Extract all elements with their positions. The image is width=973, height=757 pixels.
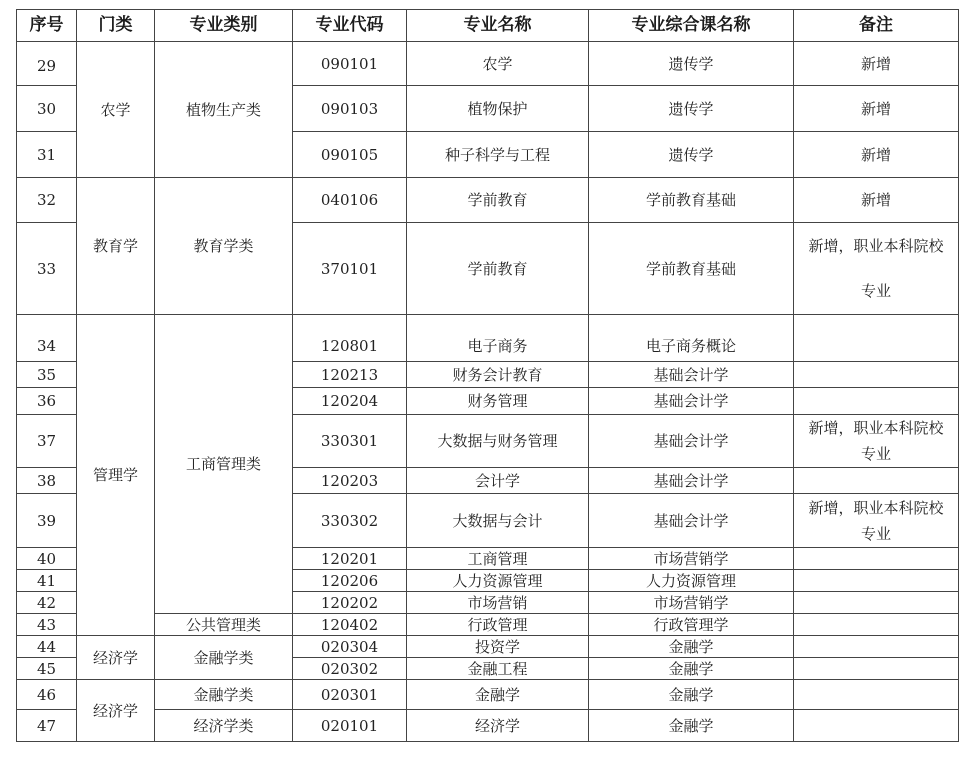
- class-cell: 工商管理类: [155, 315, 293, 614]
- header-category: 门类: [77, 10, 155, 42]
- remark-cell: [794, 658, 959, 680]
- code-cell: 020101: [293, 710, 407, 742]
- name-cell: 金融工程: [407, 658, 589, 680]
- header-course: 专业综合课名称: [589, 10, 794, 42]
- remark-cell: [794, 680, 959, 710]
- row-no: 47: [17, 710, 77, 742]
- header-row: [17, 10, 959, 42]
- code-cell: 120206: [293, 570, 407, 592]
- remark-cell: [794, 592, 959, 614]
- name-cell: 投资学: [407, 636, 589, 658]
- course-cell: 遗传学: [589, 86, 794, 132]
- row-no: 40: [17, 548, 77, 570]
- class-cell: 经济学类: [155, 710, 293, 742]
- code-cell: 120202: [293, 592, 407, 614]
- code-cell: 120203: [293, 468, 407, 494]
- class-cell: 教育学类: [155, 178, 293, 315]
- row-no: 43: [17, 614, 77, 636]
- category-cell: 管理学: [77, 315, 155, 636]
- name-cell: 会计学: [407, 468, 589, 494]
- header-name: 专业名称: [407, 10, 589, 42]
- course-cell: 基础会计学: [589, 415, 794, 468]
- name-cell: 种子科学与工程: [407, 132, 589, 178]
- remark-cell: [794, 388, 959, 415]
- category-cell: 农学: [77, 42, 155, 178]
- course-cell: 金融学: [589, 680, 794, 710]
- class-cell: 金融学类: [155, 636, 293, 680]
- course-cell: 学前教育基础: [589, 178, 794, 223]
- remark-cell: [794, 362, 959, 388]
- name-cell: 财务会计教育: [407, 362, 589, 388]
- name-cell: 市场营销: [407, 592, 589, 614]
- name-cell: 经济学: [407, 710, 589, 742]
- header-no: 序号: [17, 10, 77, 42]
- course-cell: 电子商务概论: [589, 315, 794, 362]
- code-cell: 120213: [293, 362, 407, 388]
- code-cell: 120801: [293, 315, 407, 362]
- remark-cell: [794, 315, 959, 362]
- class-cell: 公共管理类: [155, 614, 293, 636]
- course-cell: 市场营销学: [589, 548, 794, 570]
- table-row: [17, 614, 959, 636]
- table-row: [17, 42, 959, 86]
- course-cell: 金融学: [589, 636, 794, 658]
- category-cell: 经济学: [77, 680, 155, 742]
- row-no: 31: [17, 132, 77, 178]
- table-row: [17, 680, 959, 710]
- remark-cell: 新增: [794, 132, 959, 178]
- name-cell: 植物保护: [407, 86, 589, 132]
- course-cell: 基础会计学: [589, 494, 794, 548]
- header-class: 专业类别: [155, 10, 293, 42]
- remark-cell: 新增: [794, 42, 959, 86]
- name-cell: 学前教育: [407, 223, 589, 315]
- code-cell: 090105: [293, 132, 407, 178]
- remark-cell: 新增，职业本科院校专业: [794, 415, 959, 468]
- table-row: [17, 178, 959, 223]
- row-no: 46: [17, 680, 77, 710]
- remark-cell: 新增，职业本科院校专业: [794, 223, 959, 315]
- row-no: 32: [17, 178, 77, 223]
- remark-cell: [794, 548, 959, 570]
- remark-cell: [794, 570, 959, 592]
- course-cell: 金融学: [589, 658, 794, 680]
- table-row: [17, 315, 959, 362]
- code-cell: 090101: [293, 42, 407, 86]
- course-cell: 人力资源管理: [589, 570, 794, 592]
- name-cell: 电子商务: [407, 315, 589, 362]
- name-cell: 人力资源管理: [407, 570, 589, 592]
- row-no: 44: [17, 636, 77, 658]
- row-no: 37: [17, 415, 77, 468]
- row-no: 36: [17, 388, 77, 415]
- category-cell: 经济学: [77, 636, 155, 680]
- name-cell: 学前教育: [407, 178, 589, 223]
- class-cell: 金融学类: [155, 680, 293, 710]
- code-cell: 040106: [293, 178, 407, 223]
- row-no: 41: [17, 570, 77, 592]
- category-cell: 教育学: [77, 178, 155, 315]
- name-cell: 农学: [407, 42, 589, 86]
- remark-cell: [794, 468, 959, 494]
- remark-cell: 新增: [794, 86, 959, 132]
- row-no: 38: [17, 468, 77, 494]
- class-cell: 植物生产类: [155, 42, 293, 178]
- course-cell: 金融学: [589, 710, 794, 742]
- row-no: 34: [17, 315, 77, 362]
- code-cell: 370101: [293, 223, 407, 315]
- name-cell: 大数据与财务管理: [407, 415, 589, 468]
- code-cell: 090103: [293, 86, 407, 132]
- code-cell: 330301: [293, 415, 407, 468]
- remark-cell: [794, 710, 959, 742]
- remark-cell: [794, 614, 959, 636]
- course-cell: 基础会计学: [589, 362, 794, 388]
- name-cell: 工商管理: [407, 548, 589, 570]
- name-cell: 财务管理: [407, 388, 589, 415]
- remark-cell: 新增，职业本科院校专业: [794, 494, 959, 548]
- remark-cell: 新增: [794, 178, 959, 223]
- course-cell: 基础会计学: [589, 388, 794, 415]
- row-no: 30: [17, 86, 77, 132]
- code-cell: 120204: [293, 388, 407, 415]
- header-remark: 备注: [794, 10, 959, 42]
- name-cell: 行政管理: [407, 614, 589, 636]
- code-cell: 120402: [293, 614, 407, 636]
- code-cell: 020302: [293, 658, 407, 680]
- table-row: [17, 710, 959, 742]
- name-cell: 金融学: [407, 680, 589, 710]
- remark-cell: [794, 636, 959, 658]
- row-no: 42: [17, 592, 77, 614]
- row-no: 35: [17, 362, 77, 388]
- course-cell: 学前教育基础: [589, 223, 794, 315]
- course-cell: 遗传学: [589, 132, 794, 178]
- row-no: 33: [17, 223, 77, 315]
- course-cell: 市场营销学: [589, 592, 794, 614]
- table-row: [17, 636, 959, 658]
- code-cell: 330302: [293, 494, 407, 548]
- name-cell: 大数据与会计: [407, 494, 589, 548]
- code-cell: 120201: [293, 548, 407, 570]
- course-cell: 行政管理学: [589, 614, 794, 636]
- row-no: 45: [17, 658, 77, 680]
- major-table: [16, 9, 959, 742]
- code-cell: 020304: [293, 636, 407, 658]
- course-cell: 遗传学: [589, 42, 794, 86]
- code-cell: 020301: [293, 680, 407, 710]
- row-no: 39: [17, 494, 77, 548]
- row-no: 29: [17, 42, 77, 86]
- course-cell: 基础会计学: [589, 468, 794, 494]
- header-code: 专业代码: [293, 10, 407, 42]
